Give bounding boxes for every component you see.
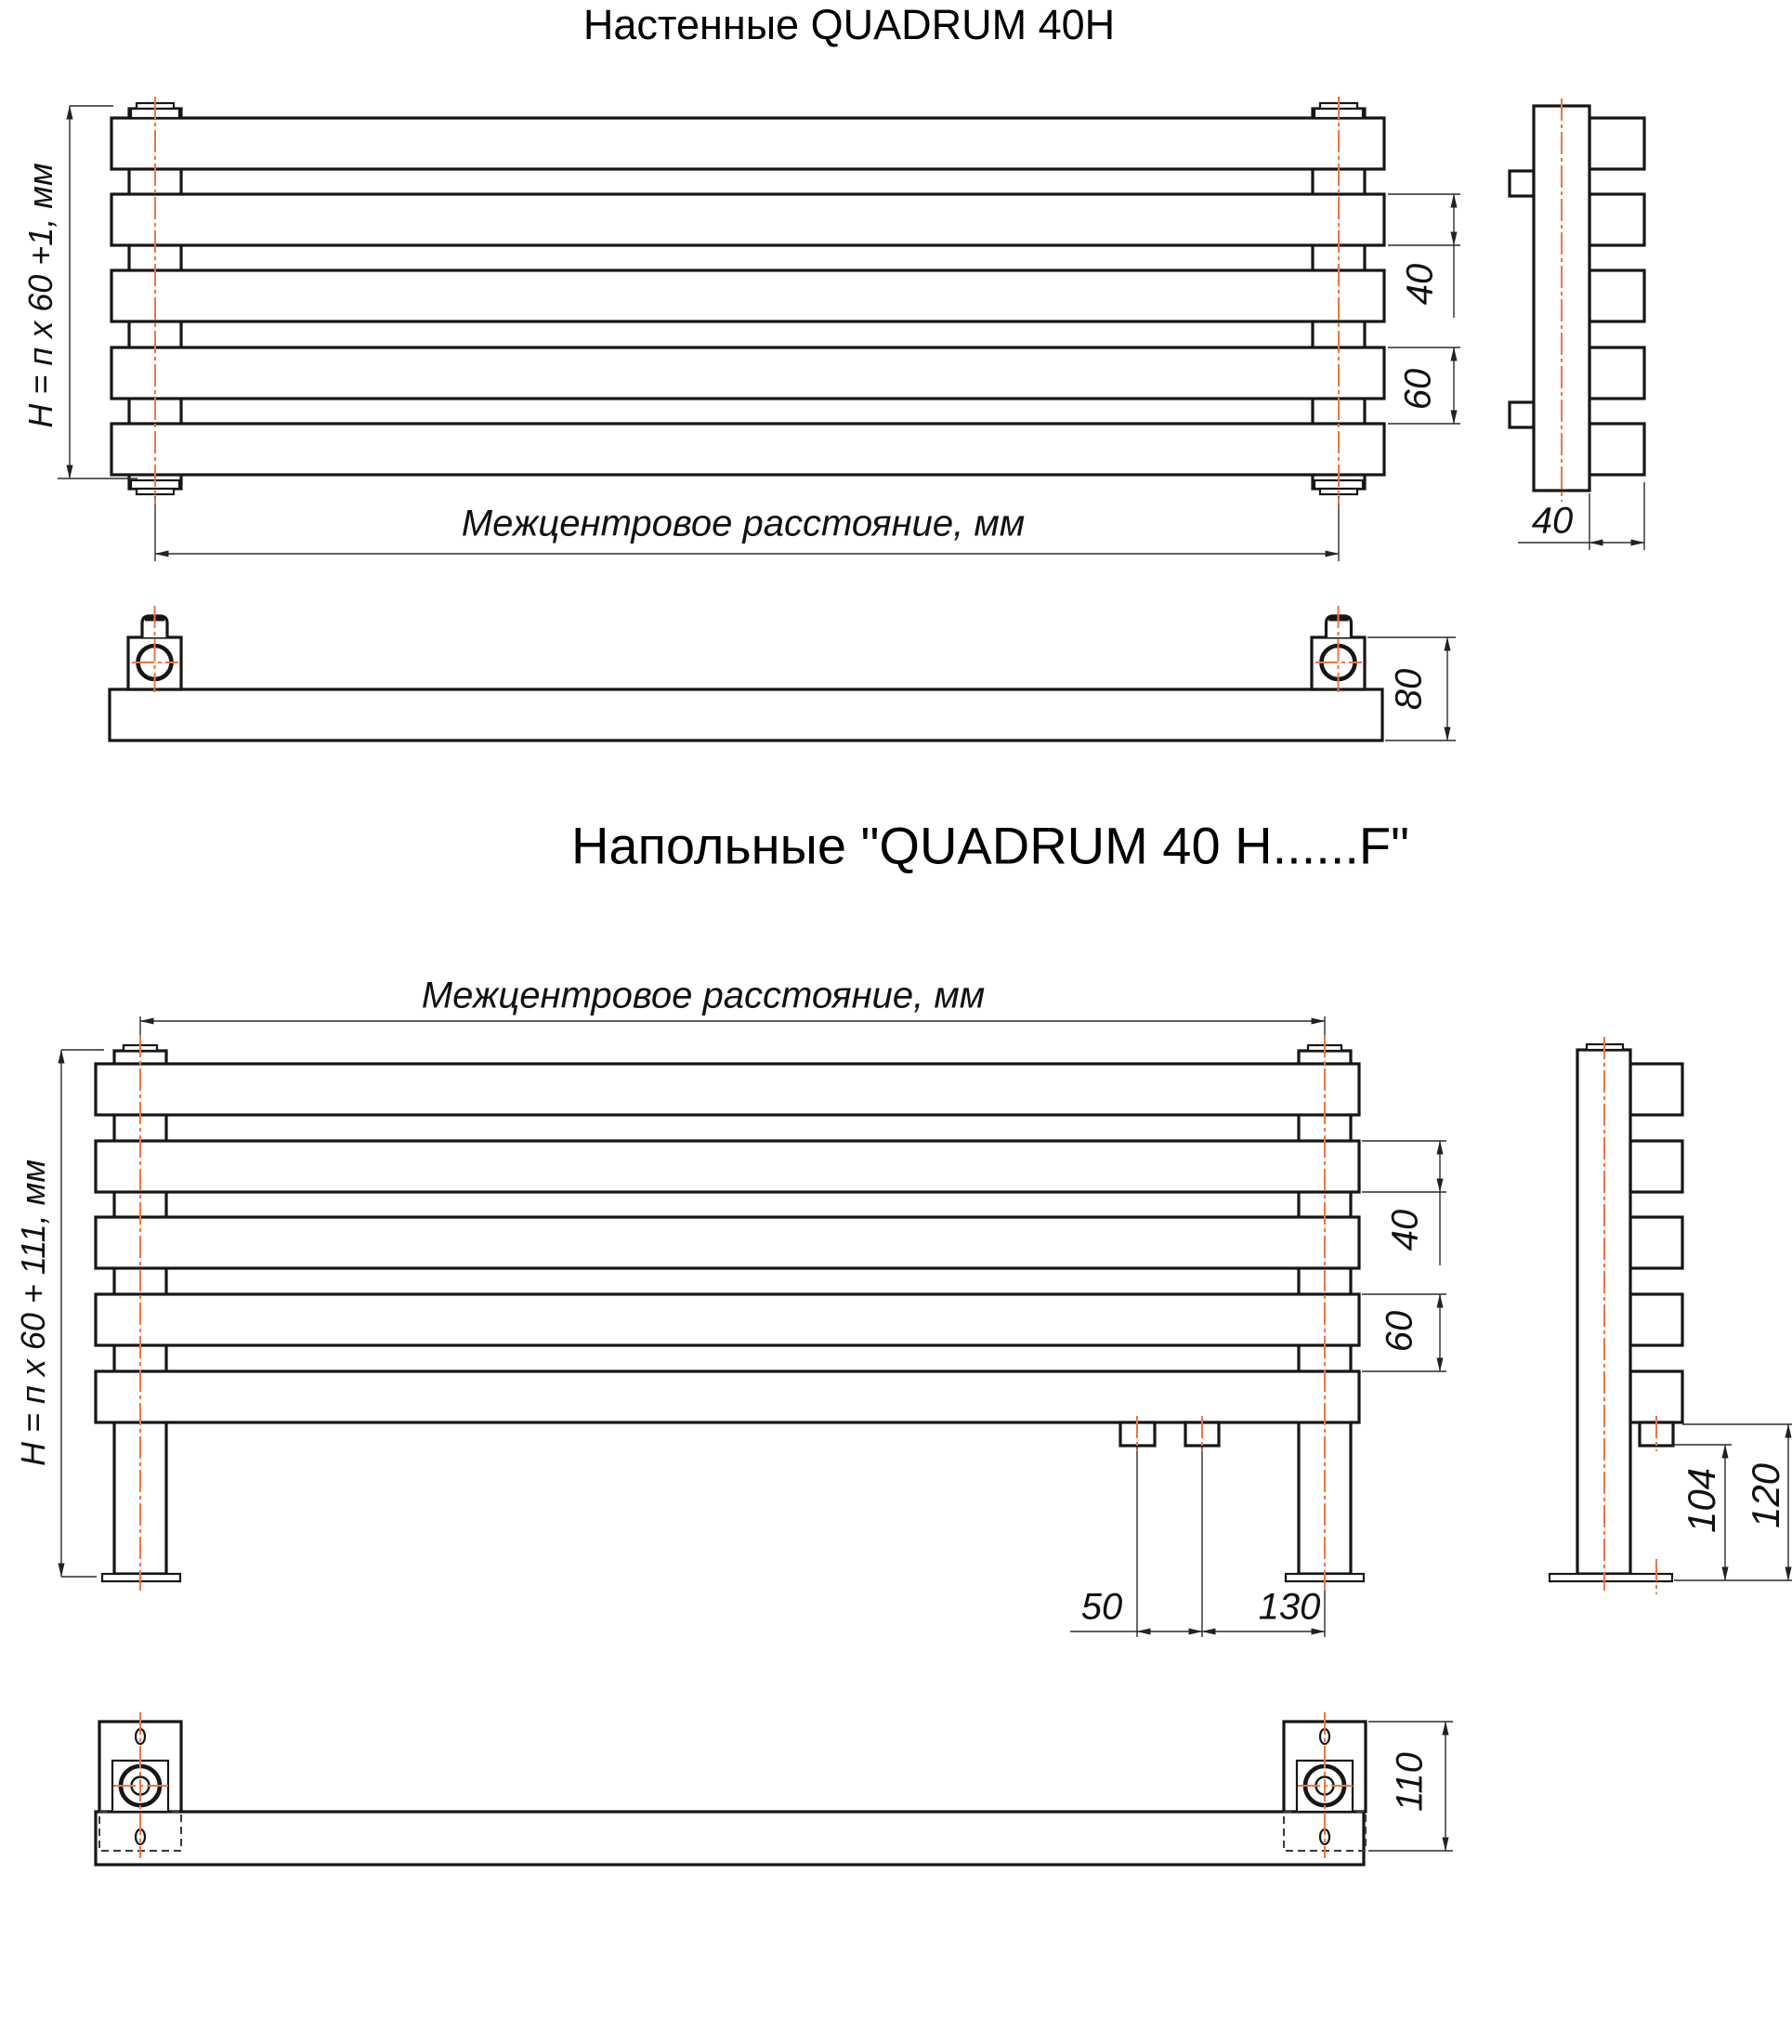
wall-bracket-stub [1510,171,1534,196]
tube-stub [1589,270,1644,321]
floor-connection-spacing-dim: 50 [1080,1586,1123,1628]
floor-tube [96,1064,1359,1115]
floor-tube [96,1217,1359,1268]
wall-tube [111,118,1384,169]
floor-connection-height-dim: 104 [1680,1467,1723,1534]
wall-side-collector [1534,106,1589,491]
tube-stub [1630,1064,1682,1115]
floor-tube [96,1294,1359,1345]
wall-tube [111,424,1384,475]
floor-bottom-view [96,1722,1366,1865]
floor-section-title: Напольные "QUADRUM 40 Н......F" [570,816,1410,875]
bottom-view-body [96,1812,1364,1865]
floor-foot-depth-dim: 110 [1389,1752,1431,1812]
tube-stub [1630,1294,1682,1345]
foot-plate [1550,1574,1672,1581]
floor-connection-to-leg-dim: 130 [1258,1586,1321,1628]
floor-height-formula-label: H = п x 60 + 111, мм [14,1160,52,1466]
wall-center-distance-label: Межцентровое расстояние, мм [461,503,1026,544]
floor-front-view [96,1045,1364,1581]
wall-bracket-stub [1510,402,1534,427]
tube-stub [1630,1141,1682,1192]
wall-side-view [1510,106,1644,491]
wall-tube [111,270,1384,321]
wall-tube-pitch-dim: 60 [1397,368,1439,411]
tube-stub [1589,194,1644,245]
wall-front-view [111,103,1384,494]
wall-depth-dim: 40 [1531,500,1574,542]
floor-tube-height-dim: 40 [1384,1209,1426,1251]
tube-stub [1630,1217,1682,1268]
floor-center-distance-label: Межцентровое расстояние, мм [421,975,986,1016]
tube-stub [1589,424,1644,475]
wall-bracket-height-dim: 80 [1388,668,1430,711]
floor-tube [96,1371,1359,1422]
wall-tube [111,194,1384,245]
top-view-body [110,689,1382,740]
tube-stub [1589,118,1644,169]
tube-stub [1630,1371,1682,1422]
floor-tube-pitch-dim: 60 [1379,1310,1420,1353]
tube-stub [1589,347,1644,399]
wall-height-formula-label: H = п x 60 +1, мм [21,163,59,428]
wall-tube-height-dim: 40 [1399,263,1441,306]
floor-side-view [1550,1044,1682,1581]
floor-clearance-height-dim: 120 [1744,1462,1787,1529]
wall-tube [111,347,1384,399]
wall-top-view [110,616,1382,740]
floor-tube [96,1141,1359,1192]
wall-section-title: Настенные QUADRUM 40Н [582,1,1116,48]
